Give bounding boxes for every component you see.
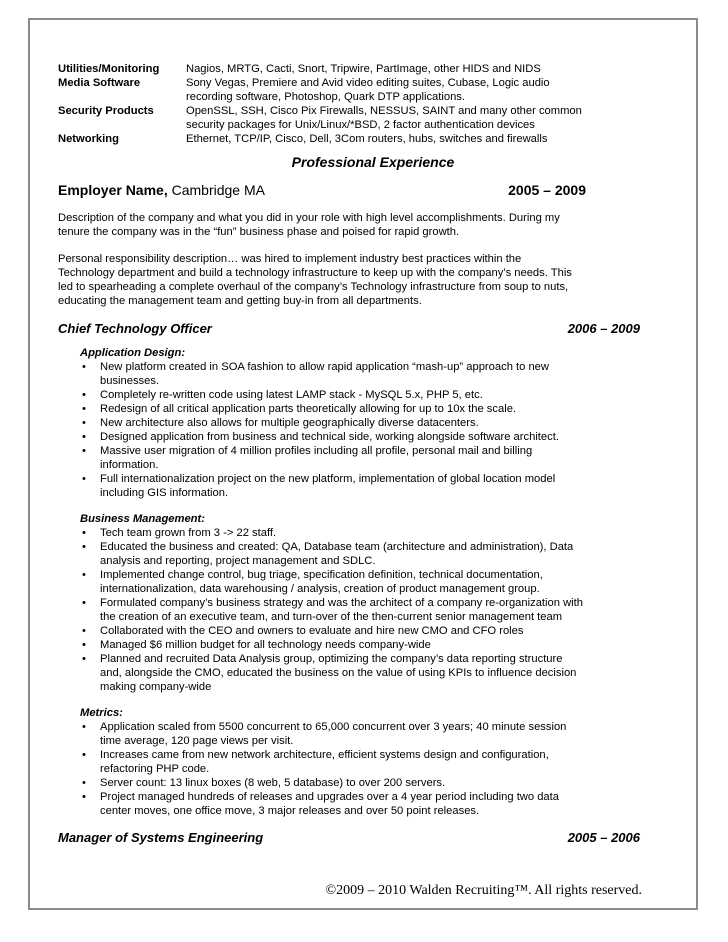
bullet-line: Project managed hundreds of releases and upgrades over a 4 year period including two data <box>100 791 559 803</box>
bullet-line: Collaborated with the CEO and owners to evaluate and hire new CMO and CFO roles <box>100 625 524 637</box>
employer-responsibility: Personal responsibility description… was hired to implement industry best practices within the Technology department and build a technology infrastructure to keep up with the company’s needs. This led to spearheading a complete overhaul of the company’s Technology infrastructure from soup to nuts, educating the management team and getting buy-in from all departments. <box>58 253 572 307</box>
role-group <box>80 706 648 818</box>
bullet-line: Full internationalization project on the new platform, implementation of global location model <box>100 473 556 485</box>
group-title: Business Management: <box>80 513 205 525</box>
skill-value-line: Nagios, MRTG, Cacti, Snort, Tripwire, PartImage, other HIDS and NIDS <box>186 63 541 75</box>
skill-value <box>186 76 648 104</box>
bullet-line: internationalization, data warehousing / analysis, creation of product management group. <box>100 583 540 595</box>
employer-dates: 2005 – 2009 <box>508 182 586 198</box>
employer-info <box>58 182 265 198</box>
bullet-icon: • <box>82 749 86 761</box>
bullet-icon: • <box>82 361 86 373</box>
bullet-list <box>80 720 648 818</box>
roles-list <box>58 321 648 845</box>
skill-label: Networking <box>58 133 119 145</box>
bullet-line: including GIS information. <box>100 487 229 499</box>
bullet-icon: • <box>82 653 86 665</box>
bullet-item <box>80 444 648 472</box>
skill-row <box>58 62 648 76</box>
skill-value <box>186 62 648 76</box>
resume-content <box>58 62 648 855</box>
employer-description: Description of the company and what you did in your role with high level accomplishments. During my tenure the company was in the “fun” business phase and poised for rapid growth. <box>58 212 560 238</box>
bullet-icon: • <box>82 417 86 429</box>
bullet-icon: • <box>82 431 86 443</box>
bullet-icon: • <box>82 527 86 539</box>
bullet-line: Managed $6 million budget for all technology needs company-wide <box>100 639 431 651</box>
bullet-icon: • <box>82 403 86 415</box>
bullet-item <box>80 568 648 596</box>
skill-value-line: security packages for Unix/Linux/*BSD, 2 factor authentication devices <box>186 119 535 131</box>
bullet-line: information. <box>100 459 159 471</box>
bullet-line: refactoring PHP code. <box>100 763 210 775</box>
bullet-icon: • <box>82 569 86 581</box>
bullet-line: Application scaled from 5500 concurrent to 65,000 concurrent over 3 years; 40 minute session <box>100 721 567 733</box>
bullet-item <box>80 526 648 540</box>
bullet-item <box>80 652 648 694</box>
bullet-icon: • <box>82 777 86 789</box>
skill-row <box>58 132 648 146</box>
role-dates: 2006 – 2009 <box>567 321 640 336</box>
bullet-icon: • <box>82 597 86 609</box>
skill-value-line: OpenSSL, SSH, Cisco Pix Firewalls, NESSUS, SAINT and many other common <box>186 105 582 117</box>
skill-value <box>186 104 648 132</box>
bullet-item <box>80 430 648 444</box>
bullet-line: Completely re-written code using latest LAMP stack - MySQL 5.x, PHP 5, etc. <box>100 389 483 401</box>
role-group <box>80 512 648 694</box>
bullet-line: center moves, one office move, 3 major releases and over 50 point releases. <box>100 805 480 817</box>
bullet-line: Implemented change control, bug triage, specification definition, technical documentation, <box>100 569 543 581</box>
bullet-item <box>80 624 648 638</box>
bullet-icon: • <box>82 541 86 553</box>
skill-label: Utilities/Monitoring <box>58 63 160 75</box>
role-header <box>58 830 648 845</box>
group-title: Metrics: <box>80 707 123 719</box>
bullet-item <box>80 638 648 652</box>
bullet-line: time average, 120 page views per visit. <box>100 735 294 747</box>
role-dates: 2005 – 2006 <box>567 830 640 845</box>
bullet-icon: • <box>82 721 86 733</box>
section-title: Professional Experience <box>291 154 455 170</box>
copyright-footer: ©2009 – 2010 Walden Recruiting™. All rights reserved. <box>325 883 642 898</box>
bullet-line: New platform created in SOA fashion to allow rapid application “mash-up” approach to new <box>100 361 549 373</box>
skill-label: Security Products <box>58 105 154 117</box>
bullet-line: the creation of an executive team, and turn-over of the then-current senior management team <box>100 611 563 623</box>
bullet-list <box>80 526 648 694</box>
role-group <box>80 346 648 500</box>
bullet-line: New architecture also allows for multiple geographically diverse datacenters. <box>100 417 479 429</box>
skill-label: Media Software <box>58 77 141 89</box>
skill-row <box>58 76 648 104</box>
bullet-line: Tech team grown from 3 -> 22 staff. <box>100 527 277 539</box>
bullet-icon: • <box>82 389 86 401</box>
bullet-icon: • <box>82 445 86 457</box>
bullet-item <box>80 360 648 388</box>
bullet-item <box>80 790 648 818</box>
bullet-icon: • <box>82 639 86 651</box>
bullet-item <box>80 388 648 402</box>
bullet-item <box>80 416 648 430</box>
bullet-line: Server count: 13 linux boxes (8 web, 5 database) to over 200 servers. <box>100 777 446 789</box>
bullet-icon: • <box>82 791 86 803</box>
role-header <box>58 321 648 336</box>
bullet-line: and, alongside the CMO, educated the business on the value of using KPIs to influence decision <box>100 667 577 679</box>
skills-table <box>58 62 648 146</box>
bullet-item <box>80 776 648 790</box>
skill-row <box>58 104 648 132</box>
skill-value-line: Sony Vegas, Premiere and Avid video editing suites, Cubase, Logic audio <box>186 77 550 89</box>
group-title: Application Design: <box>80 347 186 359</box>
bullet-line: Formulated company’s business strategy and was the architect of a company re-organization with <box>100 597 583 609</box>
bullet-line: Educated the business and created: QA, Database team (architecture and administration), Data <box>100 541 574 553</box>
bullet-list <box>80 360 648 500</box>
bullet-line: Designed application from business and technical side, working alongside software architect. <box>100 431 559 443</box>
bullet-item <box>80 596 648 624</box>
bullet-item <box>80 748 648 776</box>
employer-name: Employer Name, <box>58 182 168 198</box>
bullet-icon: • <box>82 473 86 485</box>
bullet-line: businesses. <box>100 375 160 387</box>
bullet-icon: • <box>82 625 86 637</box>
bullet-line: analysis and reporting, project management and SDLC. <box>100 555 376 567</box>
bullet-line: Planned and recruited Data Analysis group, optimizing the company’s data reporting structure <box>100 653 563 665</box>
bullet-item <box>80 720 648 748</box>
employer-header <box>58 182 648 198</box>
bullet-line: making company-wide <box>100 681 212 693</box>
bullet-item <box>80 402 648 416</box>
skill-value <box>186 132 648 146</box>
bullet-item <box>80 472 648 500</box>
skill-value-line: recording software, Photoshop, Quark DTP applications. <box>186 91 466 103</box>
employer-location: Cambridge MA <box>167 182 265 198</box>
role-title: Manager of Systems Engineering <box>58 830 264 845</box>
skill-value-line: Ethernet, TCP/IP, Cisco, Dell, 3Com routers, hubs, switches and firewalls <box>186 133 548 145</box>
bullet-line: Massive user migration of 4 million profiles including all profile, personal mail and billing <box>100 445 533 457</box>
bullet-line: Redesign of all critical application parts theoretically allowing for up to 10x the scale. <box>100 403 517 415</box>
bullet-line: Increases came from new network architecture, efficient systems design and configuration, <box>100 749 549 761</box>
bullet-item <box>80 540 648 568</box>
role-title: Chief Technology Officer <box>58 321 212 336</box>
